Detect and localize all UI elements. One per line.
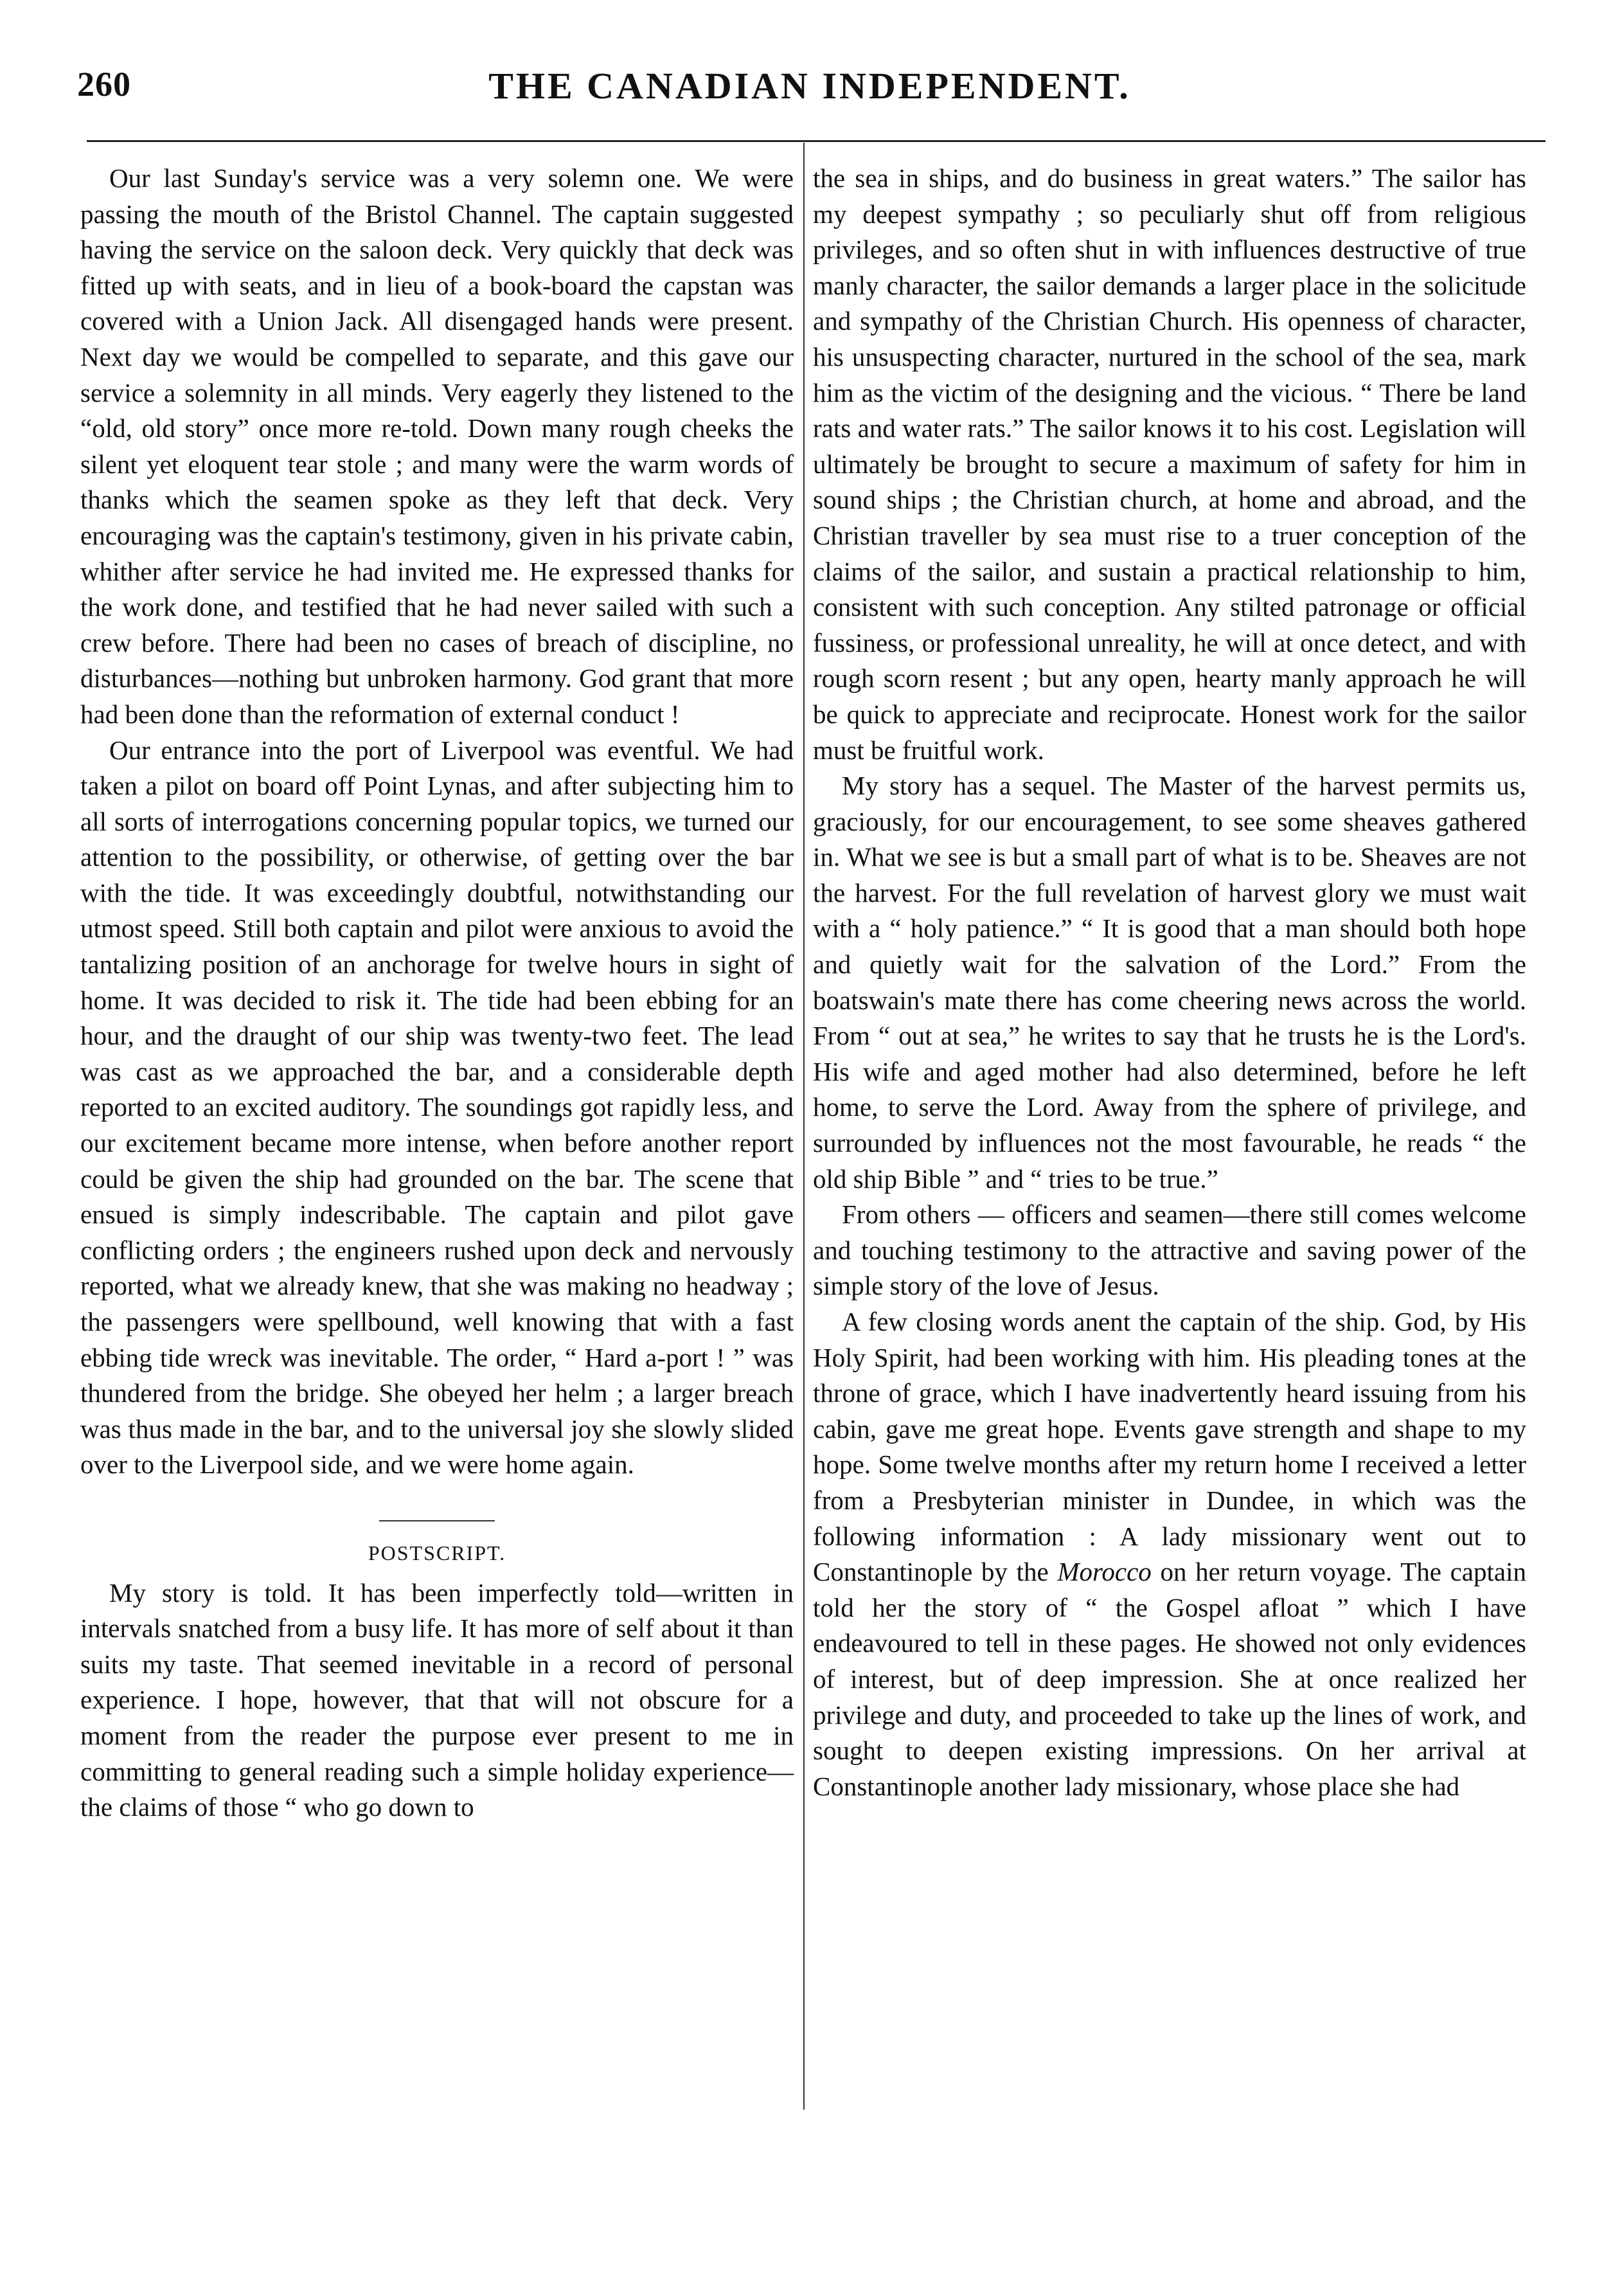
page-number: 260 (77, 65, 131, 103)
right-column (813, 161, 1526, 1804)
heading-rule (379, 1520, 495, 1521)
paragraph: My story is told. It has been imperfectly told—written in intervals snatched from a busy life. It has more of self about it than suits my taste. That seemed inevitable in a record of personal experience. I hope, however, that that will not obscure for a moment from the reader the purpose ever present to me in committing to general reading such a simple holiday experience—the claims of those “ who go down to (80, 1577, 794, 1822)
paragraph-text: A few closing words anent the captain of the ship. God, by His Holy Spirit, had been working with him. His pleading tones at the throne of grace, which I have inadvertently heard issuing from his cabin, gave me great hope. Events gave strength and shape to my hope. Some twelve months after my return home I received a letter from a Presbyterian minister in Dundee, in which was the following information : A lady missionary went out to Constantinople by the (813, 1307, 1526, 1587)
paragraph: Our last Sunday's service was a very solemn one. We were passing the mouth of the Bristol Channel. The captain suggested having the service on the saloon deck. Very quickly that deck was fitted up with seats, and in lieu of a book-board the capstan was covered with a Union Jack. All disengaged hands were present. Next day we would be compelled to separate, and this gave our service a solemnity in all minds. Very eagerly they listened to the “old, old story” once more re-told. Down many rough cheeks the silent yet eloquent tear stole ; and many were the warm words of thanks which the seamen spoke as they left that deck. Very encouraging was the captain's testimony, given in his private cabin, whither after service he had invited me. He expressed thanks for the work done, and testified that he had never sailed with such a crew before. There had been no cases of breach of discipline, no disturbances—nothing but unbroken harmony. God grant that more had been done than the reformation of external conduct ! (80, 163, 794, 729)
paragraph: From others — officers and seamen—there still comes welcome and touching testimony to the attractive and saving power of the simple story of the love of Jesus. (813, 1199, 1526, 1301)
page-header (77, 64, 1542, 122)
ship-name: Morocco (1057, 1557, 1152, 1587)
paragraph: Our entrance into the port of Liverpool was eventful. We had taken a pilot on board off Point Lynas, and after subjecting him to all sorts of interrogations concerning popular topics, we turned our attention to the possibility, or otherwise, of getting over the bar with the tide. It was exceedingly doubtful, notwithstanding our utmost speed. Still both captain and pilot were anxious to avoid the tantalizing position of an anchorage for twelve hours in sight of home. It was decided to risk it. The tide had been ebbing for an hour, and the draught of our ship was twenty-two feet. The lead was cast as we approached the bar, and a considerable depth reported to an excited auditory. The soundings got rapidly less, and our excitement became more intense, when before another report could be given the ship had grounded on the bar. The scene that ensued is simply indescribable. The captain and pilot gave conflicting orders ; the engineers rushed upon deck and nervously reported, what we already knew, that she was making no headway ; the passengers were spellbound, well knowing that with a fast ebbing tide wreck was inevitable. The order, “ Hard a-port ! ” was thundered from the bridge. She obeyed her helm ; a larger breach was thus made in the bar, and to the universal joy she slowly slided over to the Liverpool side, and we were home again. (80, 735, 794, 1480)
left-column (80, 161, 794, 1825)
running-title: THE CANADIAN INDEPENDENT. (488, 65, 1131, 107)
paragraph-text: on her return voyage. The captain told her the story of “ the Gospel afloat ” which I have endeavoured to tell in these pages. He showed not only evidences of interest, but of deep impression. She at once realized her privilege and duty, and proceeded to take up the lines of work, and sought to deepen existing impressions. On her arrival at Constantinople another lady missionary, whose place she had (813, 1557, 1526, 1801)
paragraph: the sea in ships, and do business in great waters.” The sailor has my deepest sympathy ; so peculiarly shut off from religious privileges, and so often shut in with influences destructive of true manly character, the sailor demands a larger place in the solicitude and sympathy of the Christian Church. His openness of character, his unsuspecting character, nurtured in the school of the sea, mark him as the victim of the designing and the vicious. “ There be land rats and water rats.” The sailor knows it to his cost. Legislation will ultimately be brought to secure a maximum of safety for him in sound ships ; the Christian church, at home and abroad, and the Christian traveller by sea must rise to a truer conception of the claims of the sailor, and sustain a practical relationship to him, consistent with such conception. Any stilted patronage or official fussiness, or professional unreality, he will at once detect, and with rough scorn resent ; but any open, hearty manly approach he will be quick to appreciate and reciprocate. Honest work for the sailor must be fruitful work. (813, 163, 1526, 765)
paragraph: My story has a sequel. The Master of the harvest permits us, graciously, for our encouragement, to see some sheaves gathered in. What we see is but a small part of what is to be. Sheaves are not the harvest. For the full revelation of harvest glory we must wait with a “ holy patience.” “ It is good that a man should both hope and quietly wait for the salvation of the Lord.” From the boatswain's mate there has come cheering news across the world. From “ out at sea,” he writes to say that he trusts he is the Lord's. His wife and aged mother had also determined, before he left home, to serve the Lord. Away from the sphere of privilege, and surrounded by influences not the most favourable, he reads “ the old ship Bible ” and “ tries to be true.” (813, 771, 1526, 1194)
header-rule (87, 140, 1546, 142)
paragraph (813, 1304, 1526, 1804)
postscript-heading-text: POSTSCRIPT. (368, 1541, 506, 1565)
postscript-heading (80, 1483, 794, 1575)
column-divider (803, 143, 805, 2110)
